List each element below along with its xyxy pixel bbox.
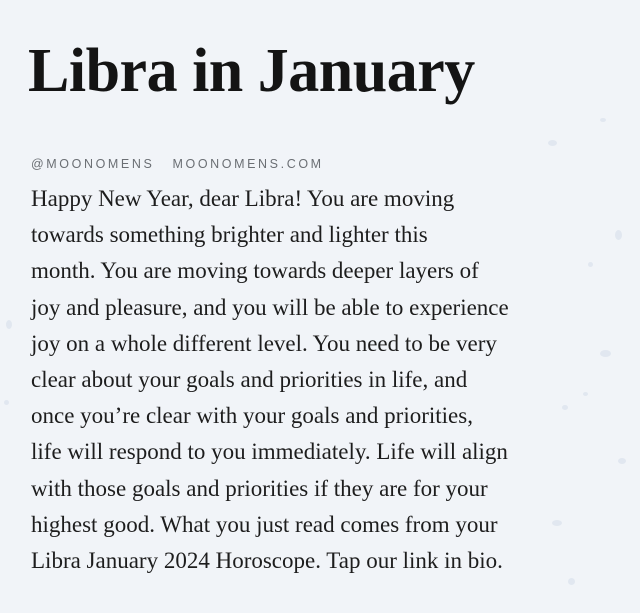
text-line: joy and pleasure, and you will be able to experience — [31, 294, 509, 320]
text-line: with those goals and priorities if they are for your — [31, 475, 488, 501]
text-line: Happy New Year, dear Libra! You are moving — [31, 186, 455, 211]
text-line: Libra January 2024 Horoscope. Tap our link in bio. — [31, 548, 503, 574]
text-line: highest good. What you just read comes from your — [31, 511, 498, 537]
text-line: life will respond to you immediately. Life will align — [31, 439, 508, 465]
horoscope-text — [31, 181, 631, 579]
byline — [31, 157, 324, 171]
byline-handle: @MOONOMENS — [31, 157, 155, 171]
page-title: Libra in January — [28, 37, 475, 105]
byline-site: MOONOMENS.COM — [172, 157, 324, 171]
text-line: towards something brighter and lighter this — [31, 222, 428, 248]
text-line: clear about your goals and priorities in life, and — [31, 367, 468, 393]
text-line: once you’re clear with your goals and priorities, — [31, 403, 473, 429]
text-line: month. You are moving towards deeper layers of — [31, 258, 479, 284]
text-line: joy on a whole different level. You need to be very — [31, 330, 497, 356]
